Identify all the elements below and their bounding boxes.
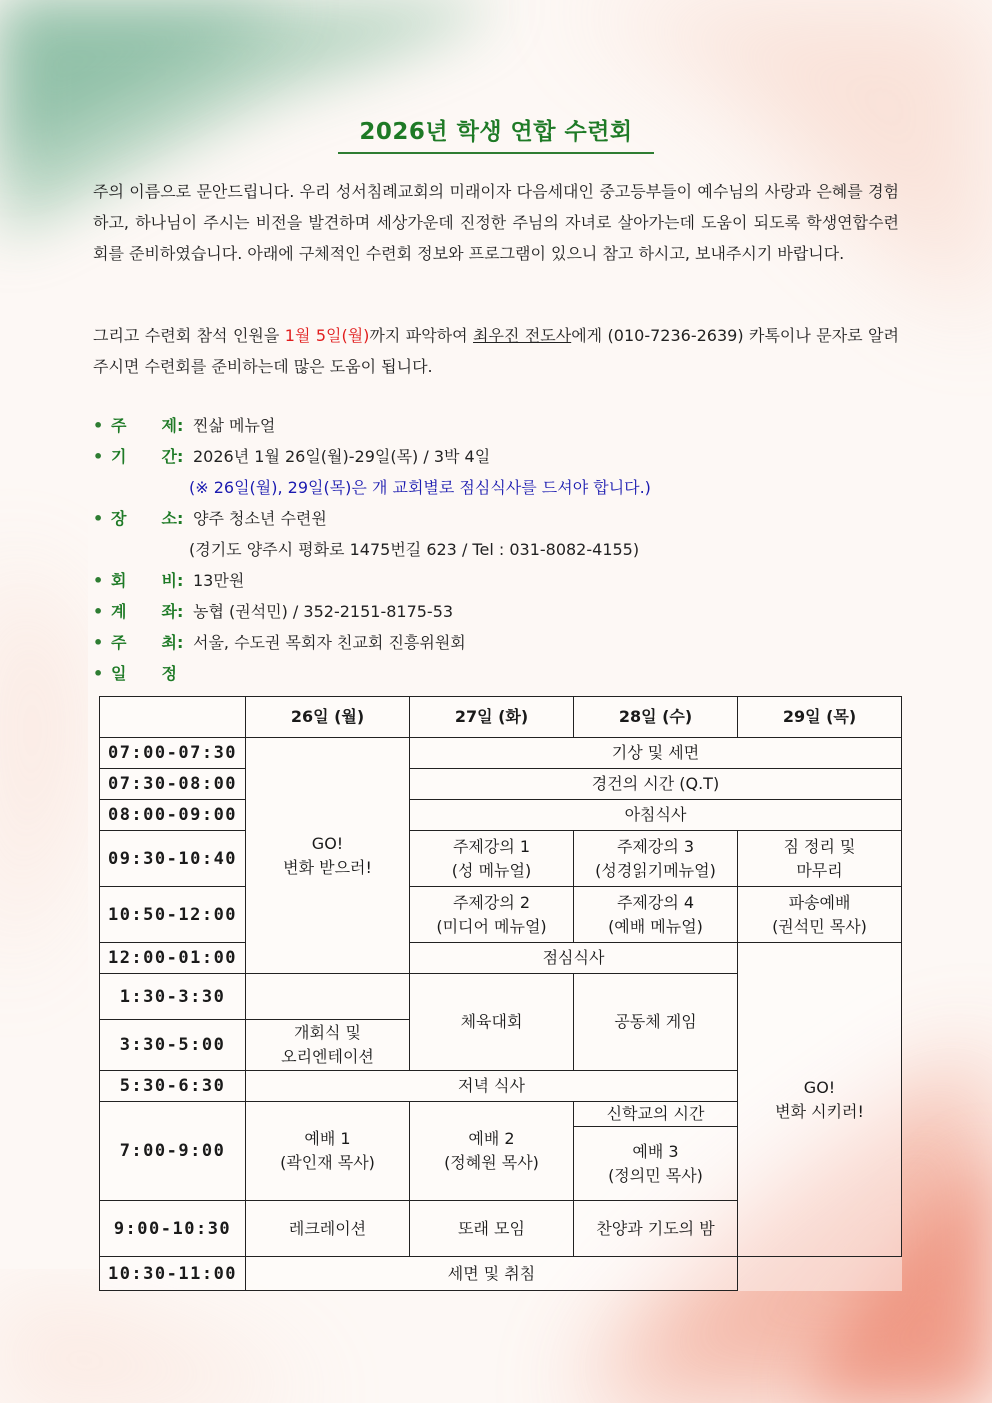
table-row: [100, 943, 902, 974]
schedule-cell: 파송예배 (권석민 목사): [738, 887, 902, 943]
info-account-value: 농협 (권석민) / 352-2151-8175-53: [193, 602, 454, 621]
info-venue-address: (경기도 양주시 평화로 1475번길 623 / Tel : 031-8082-4155): [189, 540, 640, 559]
time-cell: 12:00-01:00: [100, 943, 246, 974]
time-cell: 10:30-11:00: [100, 1257, 246, 1291]
table-row: [100, 1257, 902, 1291]
schedule-cell: 예배 2 (정혜원 목사): [410, 1102, 574, 1201]
time-cell: 7:00-9:00: [100, 1102, 246, 1201]
schedule-cell: 세면 및 취침: [246, 1257, 738, 1291]
bullet-icon: •: [93, 602, 104, 621]
day1-go-cell: GO! 변화 받으러!: [246, 738, 410, 974]
bullet-icon: •: [93, 416, 104, 435]
info-account: • 계 좌 : 농협 (권석민) / 352-2151-8175-53: [93, 596, 899, 627]
table-row: [100, 769, 902, 800]
bullet-icon: •: [93, 664, 104, 683]
info-period-note: (※ 26일(월), 29일(목)은 개 교회별로 점심식사를 드셔야 합니다.): [189, 478, 651, 497]
rsvp-contact-name: 최우진 전도사: [473, 326, 572, 345]
bullet-icon: •: [93, 447, 104, 466]
empty-cell: [246, 974, 410, 1020]
time-cell: 07:30-08:00: [100, 769, 246, 800]
schedule-table: [99, 696, 902, 1291]
rsvp-deadline: 1월 5일(월): [284, 326, 370, 345]
event-info-list: [93, 410, 899, 689]
schedule-cell: 아침식사: [410, 800, 902, 831]
schedule-cell: 개회식 및 오리엔테이션: [246, 1020, 410, 1071]
schedule-cell: 경건의 시간 (Q.T): [410, 769, 902, 800]
time-cell: 1:30-3:30: [100, 974, 246, 1020]
info-period-value: 2026년 1월 26일(월)-29일(목) / 3박 4일: [193, 447, 491, 466]
info-host-value: 서울, 수도권 목회자 친교회 진흥위원회: [193, 633, 466, 652]
header-day: 26일 (월): [246, 697, 410, 738]
schedule-cell: 예배 1 (곽인재 목사): [246, 1102, 410, 1201]
time-cell: 9:00-10:30: [100, 1201, 246, 1257]
schedule-cell: 주제강의 3 (성경읽기메뉴얼): [574, 831, 738, 887]
info-host: • 주 최 : 서울, 수도권 목회자 친교회 진흥위원회: [93, 627, 899, 658]
time-cell: 5:30-6:30: [100, 1071, 246, 1102]
schedule-cell: 기상 및 세면: [410, 738, 902, 769]
info-fee-value: 13만원: [193, 571, 245, 590]
rsvp-paragraph: 그리고 수련회 참석 인원을 1월 5일(월)까지 파악하여 최우진 전도사에게 (010-7236-2639) 카톡이나 문자로 알려 주시면 수련회를 준비하는데 많은 도움이 됩니다.: [93, 326, 899, 376]
bullet-icon: •: [93, 509, 104, 528]
table-row: [100, 738, 902, 769]
table-row: [100, 800, 902, 831]
time-cell: 08:00-09:00: [100, 800, 246, 831]
header-day: 29일 (목): [738, 697, 902, 738]
time-cell: 07:00-07:30: [100, 738, 246, 769]
info-schedule-heading: • 일 정: [93, 658, 899, 689]
info-theme-value: 찐삶 메뉴얼: [193, 416, 276, 435]
schedule-cell: 저녁 식사: [246, 1071, 738, 1102]
table-header-row: [100, 697, 902, 738]
info-theme: • 주 제 : 찐삶 메뉴얼: [93, 410, 899, 441]
schedule-cell: 점심식사: [410, 943, 738, 974]
bullet-icon: •: [93, 571, 104, 590]
info-fee: • 회 비 : 13만원: [93, 565, 899, 596]
schedule-cell: 예배 3 (정의민 목사): [574, 1127, 738, 1201]
intro-paragraph: 주의 이름으로 문안드립니다. 우리 성서침례교회의 미래이자 다음세대인 중고등부들이 예수님의 사랑과 은혜를 경험하고, 하나님이 주시는 비전을 발견하며 세상가운데 진정한 주님의 자녀로 살아가는데 도움이 되도록 학생연합수련회를 준비하였습니다. 아래에 구체적인 수련회 정보와 프로그램이 있으니 참고 하시고, 보내주시기 바랍니다.: [93, 182, 899, 263]
info-period: • 기 간 : 2026년 1월 26일(월)-29일(목) / 3박 4일: [93, 441, 899, 472]
table-row: [100, 831, 902, 887]
info-venue: • 장 소 : 양주 청소년 수련원: [93, 503, 899, 534]
schedule-cell: 공동체 게임: [574, 974, 738, 1071]
info-venue-value: 양주 청소년 수련원: [193, 509, 327, 528]
header-day: 28일 (수): [574, 697, 738, 738]
header-corner: [100, 697, 246, 738]
schedule-cell: 체육대회: [410, 974, 574, 1071]
schedule-cell: 주제강의 2 (미디어 메뉴얼): [410, 887, 574, 943]
time-cell: 10:50-12:00: [100, 887, 246, 943]
page-title: 2026년 학생 연합 수련회: [338, 112, 654, 154]
schedule-cell: 주제강의 4 (예배 메뉴얼): [574, 887, 738, 943]
table-row: [100, 887, 902, 943]
day4-go-cell: GO! 변화 시키러!: [738, 943, 902, 1257]
schedule-cell: 찬양과 기도의 밤: [574, 1201, 738, 1257]
schedule-cell: 주제강의 1 (성 메뉴얼): [410, 831, 574, 887]
time-cell: 09:30-10:40: [100, 831, 246, 887]
schedule-cell: 레크레이션: [246, 1201, 410, 1257]
schedule-cell: 신학교의 시간: [574, 1102, 738, 1127]
time-cell: 3:30-5:00: [100, 1020, 246, 1071]
header-day: 27일 (화): [410, 697, 574, 738]
schedule-cell: 또래 모임: [410, 1201, 574, 1257]
bullet-icon: •: [93, 633, 104, 652]
schedule-cell: 짐 정리 및 마무리: [738, 831, 902, 887]
